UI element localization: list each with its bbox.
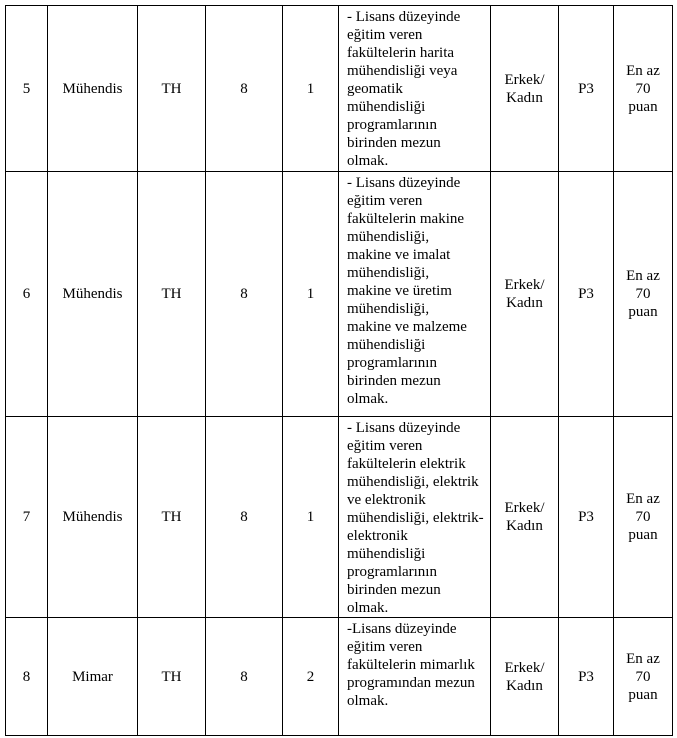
count-cell: 1 [283, 6, 339, 172]
qualification-line: fakültelerin harita [347, 45, 455, 61]
row-number-cell: 8 [6, 618, 48, 736]
qualification-line: eğitim veren [347, 639, 423, 655]
qualification-line: fakültelerin mimarlık [347, 657, 475, 673]
row-number-cell: 7 [6, 417, 48, 618]
gender-line: Erkek/ [504, 71, 545, 88]
qualification-line: birinden mezun [347, 373, 441, 389]
min-score-cell [614, 417, 673, 618]
class-code-cell: TH [138, 6, 206, 172]
qualification-line: olmak. [347, 153, 389, 169]
score-line: En az [626, 62, 660, 79]
exam-type-cell: P3 [559, 172, 614, 417]
min-score-cell [614, 618, 673, 736]
gender-line: Kadın [506, 89, 543, 106]
gender-line: Kadın [506, 518, 543, 534]
qualification-cell [339, 618, 491, 736]
qualification-line: makine ve imalat [347, 247, 451, 263]
score-line: puan [628, 98, 658, 115]
score-line: 70 [635, 668, 651, 685]
qualification-line: fakültelerin elektrik [347, 456, 466, 472]
qualification-line: -Lisans düzeyinde [347, 621, 457, 637]
qualification-line: mühendisliği, elektrik- [347, 510, 484, 526]
qualification-line: olmak. [347, 693, 389, 709]
qualification-cell [339, 172, 491, 417]
qualification-line: programlarının [347, 117, 437, 133]
qualification-line: olmak. [347, 600, 389, 616]
qualification-line: - Lisans düzeyinde [347, 420, 461, 436]
score-line: 70 [635, 509, 651, 525]
table-row [6, 6, 673, 172]
positions-table [5, 5, 673, 736]
score-line: 70 [635, 286, 651, 302]
score-line: puan [628, 304, 658, 320]
row-number-cell: 6 [6, 172, 48, 417]
score-line: En az [626, 491, 660, 507]
qualification-line: makine ve üretim [347, 283, 452, 299]
qualification-line: fakültelerin makine [347, 211, 465, 227]
score-line: En az [626, 650, 660, 667]
qualification-line: birinden mezun [347, 582, 441, 598]
score-line: puan [628, 527, 658, 543]
qualification-cell [339, 417, 491, 618]
gender-line: Erkek/ [504, 500, 545, 516]
qualification-line: elektronik [347, 528, 408, 544]
table-row [6, 172, 673, 417]
score-line: En az [626, 268, 660, 284]
row-number-cell: 5 [6, 6, 48, 172]
exam-type-cell: P3 [559, 618, 614, 736]
score-line: 70 [635, 80, 651, 97]
score-line: puan [628, 686, 658, 703]
qualification-line: programlarının [347, 355, 437, 371]
qualification-line: mühendisliği [347, 99, 426, 115]
qualification-line: mühendisliği [347, 337, 426, 353]
table-row [6, 618, 673, 736]
qualification-line: - Lisans düzeyinde [347, 9, 461, 25]
qualification-line: olmak. [347, 391, 389, 407]
gender-cell [491, 172, 559, 417]
grade-cell: 8 [206, 618, 283, 736]
qualification-line: programlarının [347, 564, 437, 580]
qualification-line: mühendisliği veya [347, 63, 458, 79]
qualification-line: eğitim veren [347, 193, 423, 209]
exam-type-cell: P3 [559, 417, 614, 618]
qualification-cell [339, 6, 491, 172]
gender-line: Kadın [506, 677, 543, 694]
qualification-line: - Lisans düzeyinde [347, 175, 461, 191]
qualification-line: programından mezun [347, 675, 475, 691]
min-score-cell [614, 6, 673, 172]
qualification-line: eğitim veren [347, 438, 423, 454]
gender-cell [491, 417, 559, 618]
qualification-line: mühendisliği, [347, 265, 430, 281]
qualification-line: birinden mezun [347, 135, 441, 151]
qualification-line: mühendisliği, [347, 301, 430, 317]
position-title-cell: Mühendis [48, 172, 138, 417]
position-title-cell: Mühendis [48, 6, 138, 172]
qualification-line: makine ve malzeme [347, 319, 467, 335]
grade-cell: 8 [206, 172, 283, 417]
position-title-cell: Mimar [48, 618, 138, 736]
positions-table-body [6, 6, 673, 736]
qualification-line: geomatik [347, 81, 403, 97]
position-title-cell: Mühendis [48, 417, 138, 618]
qualification-line: mühendisliği [347, 546, 426, 562]
gender-cell [491, 6, 559, 172]
gender-line: Kadın [506, 295, 543, 311]
min-score-cell [614, 172, 673, 417]
count-cell: 1 [283, 172, 339, 417]
class-code-cell: TH [138, 172, 206, 417]
qualification-line: mühendisliği, elektrik [347, 474, 479, 490]
table-row [6, 417, 673, 618]
grade-cell: 8 [206, 6, 283, 172]
qualification-line: eğitim veren [347, 27, 423, 43]
exam-type-cell: P3 [559, 6, 614, 172]
qualification-line: ve elektronik [347, 492, 426, 508]
grade-cell: 8 [206, 417, 283, 618]
qualification-line: mühendisliği, [347, 229, 430, 245]
gender-cell [491, 618, 559, 736]
count-cell: 1 [283, 417, 339, 618]
class-code-cell: TH [138, 417, 206, 618]
count-cell: 2 [283, 618, 339, 736]
class-code-cell: TH [138, 618, 206, 736]
gender-line: Erkek/ [504, 277, 545, 293]
gender-line: Erkek/ [504, 659, 545, 676]
